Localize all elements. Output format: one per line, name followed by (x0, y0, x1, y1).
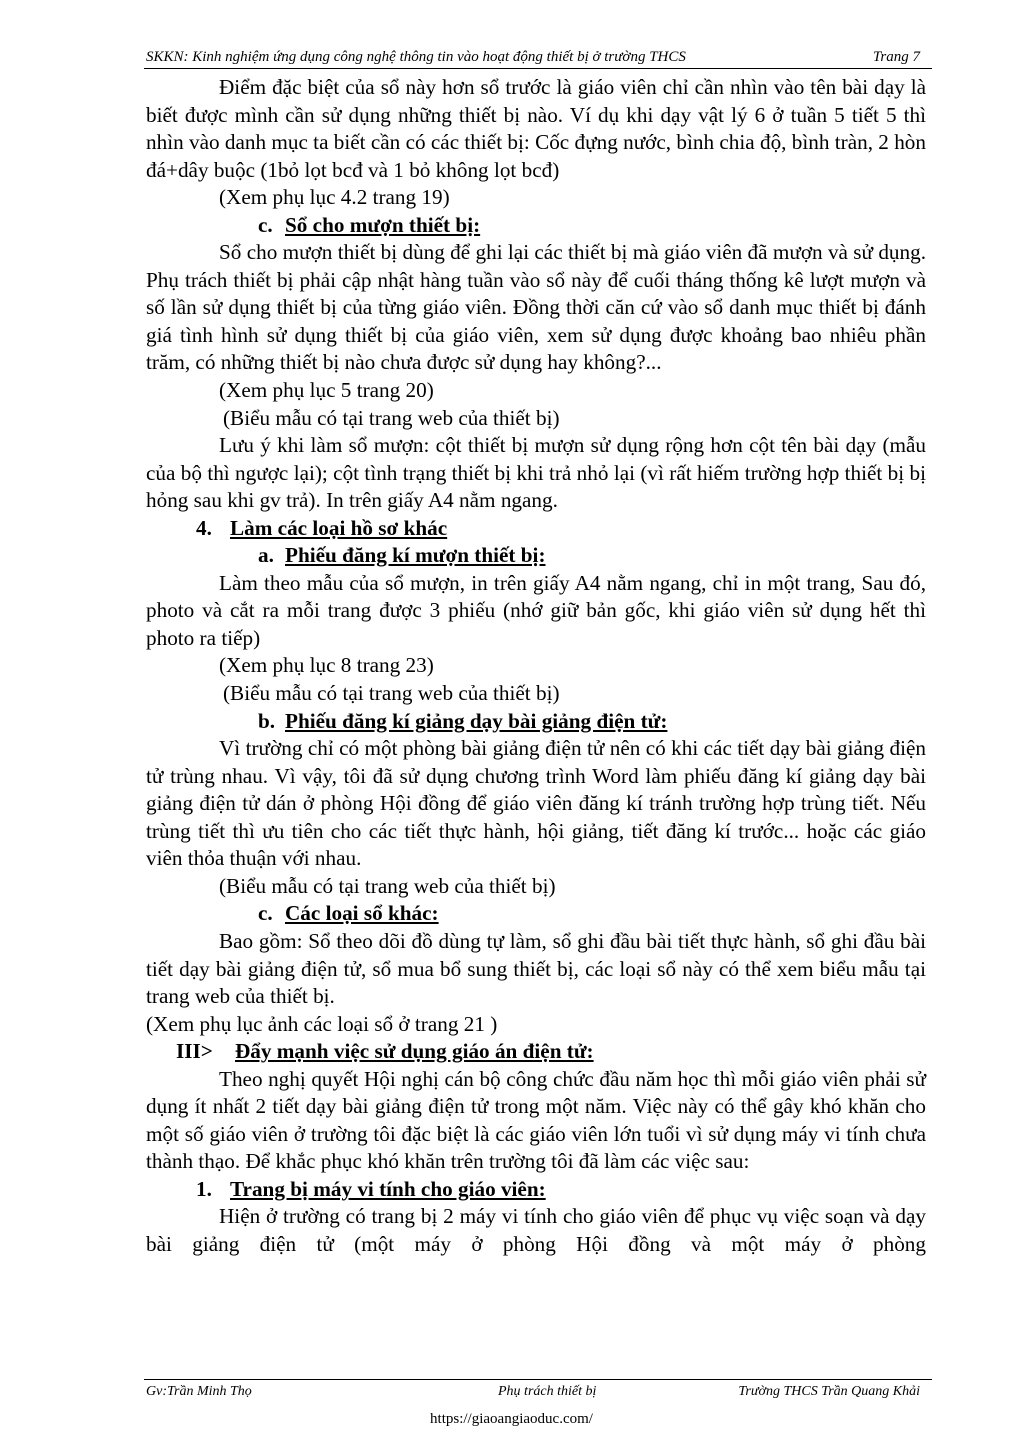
header-title: SKKN: Kinh nghiệm ứng dụng công nghệ thông tin vào hoạt động thiết bị ở trường THCS (146, 49, 686, 65)
reference-note: (Xem phụ lục 4.2 trang 19) (219, 185, 450, 210)
paragraph: Lưu ý khi làm sổ mượn: cột thiết bị mượn sử dụng rộng hơn cột tên bài dạy (mẫu của bộ thì ngược lại); cột tình trạng thiết bị khi trả nhỏ lại (vì rất hiếm trường hợp thiết bị bị hỏng sau khi gv trả). In trên giấy A4 nằm ngang. (146, 433, 926, 513)
paragraph: Theo nghị quyết Hội nghị cán bộ công chức đầu năm học thì mỗi giáo viên phải sử dụng ít nhất 2 tiết dạy bài giảng điện tử trong một năm. Việc này có thể gây khó khăn cho một số giáo viên ở trường tôi đặc biệt là các giáo viên lớn tuổi vì sử dụng máy vi tính chưa thành thạo. Để khắc phục khó khăn trên trường tôi đã làm các việc sau: (146, 1066, 926, 1174)
source-url: https://giaoangiaoduc.com/ (430, 1411, 593, 1427)
reference-note: (Biểu mẫu có tại trang web của thiết bị) (223, 405, 560, 430)
reference-note: (Biểu mẫu có tại trang web của thiết bị) (223, 681, 560, 706)
reference-note: (Xem phụ lục 8 trang 23) (219, 653, 434, 678)
heading-label: Trang bị máy vi tính cho giáo viên: (230, 1176, 546, 1201)
page-header (144, 46, 932, 69)
footer-author: Gv:Trần Minh Thọ (146, 1384, 252, 1399)
reference-note: (Xem phụ lục 5 trang 20) (219, 378, 434, 403)
section-heading (146, 1176, 926, 1204)
section-heading (146, 708, 926, 736)
reference-note: (Biểu mẫu có tại trang web của thiết bị) (219, 873, 556, 898)
paragraph: Làm theo mẫu của sổ mượn, in trên giấy A4 nằm ngang, chỉ in một trang, Sau đó, photo và cắt ra mỗi trang được 3 phiếu (nhớ giữ bản gốc, khi giáo viên sử dụng hết thì photo ra tiếp) (146, 570, 926, 650)
heading-number: 1. (196, 1176, 212, 1201)
section-heading (146, 212, 926, 240)
heading-label: Phiếu đăng kí mượn thiết bị: (285, 543, 546, 568)
heading-label: Sổ cho mượn thiết bị: (285, 212, 481, 237)
heading-number: c. (258, 212, 273, 237)
heading-number: b. (258, 708, 276, 733)
heading-number: a. (258, 543, 274, 568)
heading-number: c. (258, 901, 273, 926)
heading-label: Phiếu đăng kí giảng dạy bài giảng điện tử: (285, 708, 668, 733)
page-footer (144, 1379, 932, 1404)
heading-number: III> (176, 1039, 213, 1064)
footer-role: Phụ trách thiết bị (498, 1384, 597, 1399)
footer-school: Trường THCS Trần Quang Khải (738, 1384, 920, 1399)
paragraph: Bao gồm: Sổ theo dõi đồ dùng tự làm, sổ ghi đầu bài tiết thực hành, sổ ghi đầu bài tiết dạy bài giảng điện tử, sổ mua bổ sung thiết bị, các loại sổ này có thể xem biểu mẫu tại trang web của thiết bị. (146, 928, 926, 1009)
section-heading (146, 515, 926, 543)
document-body (146, 74, 926, 1259)
section-heading (146, 542, 926, 570)
page-number: Trang 7 (872, 49, 920, 65)
section-heading (146, 900, 926, 928)
heading-label: Các loại sổ khác: (285, 901, 439, 926)
heading-number: 4. (196, 515, 212, 540)
reference-note: (Xem phụ lục ảnh các loại sổ ở trang 21 ) (146, 1011, 498, 1036)
heading-label: Làm các loại hồ sơ khác (230, 515, 448, 540)
paragraph: Vì trường chỉ có một phòng bài giảng điện tử nên có khi các tiết dạy bài giảng điện tử trùng nhau. Vì vậy, tôi đã sử dụng chương trình Word làm phiếu đăng kí giảng dạy bài giảng điện tử dán ở phòng Hội đồng để giáo viên đăng kí tránh trường hợp trùng tiết. Nếu trùng tiết thì ưu tiên cho các tiết thực hành, hội giảng, tiết đăng kí trước... hoặc các giáo viên thỏa thuận với nhau. (146, 736, 926, 871)
paragraph: Hiện ở trường có trang bị 2 máy vi tính cho giáo viên để phục vụ việc soạn và dạy bài giảng điện tử (một máy ở phòng Hội đồng và một máy ở phòng (146, 1204, 926, 1256)
paragraph: Sổ cho mượn thiết bị dùng để ghi lại các thiết bị mà giáo viên đã mượn và sử dụng. Phụ trách thiết bị phải cập nhật hàng tuần vào sổ này để cuối tháng thống kê lượt mượn và số lần sử dụng thiết bị của từng giáo viên. Đồng thời căn cứ vào sổ danh mục thiết bị đánh giá tình hình sử dụng thiết bị của giáo viên, xem sử dụng được khoảng bao nhiêu phần trăm, có những thiết bị nào chưa được sử dụng hay không?... (146, 240, 926, 375)
section-heading (146, 1038, 926, 1066)
paragraph: Điểm đặc biệt của sổ này hơn sổ trước là giáo viên chỉ cần nhìn vào tên bài dạy là biết được mình cần sử dụng những thiết bị nào. Ví dụ khi dạy vật lý 6 ở tuần 5 tiết 5 thì nhìn vào danh mục ta biết cần có các thiết bị: Cốc đựng nước, bình chia độ, bình tràn, 2 hòn đá+dây buộc (1bỏ lọt bcđ và 1 bỏ không lọt bcđ) (146, 75, 926, 182)
heading-label: Đẩy mạnh việc sử dụng giáo án điện tử: (235, 1039, 594, 1064)
